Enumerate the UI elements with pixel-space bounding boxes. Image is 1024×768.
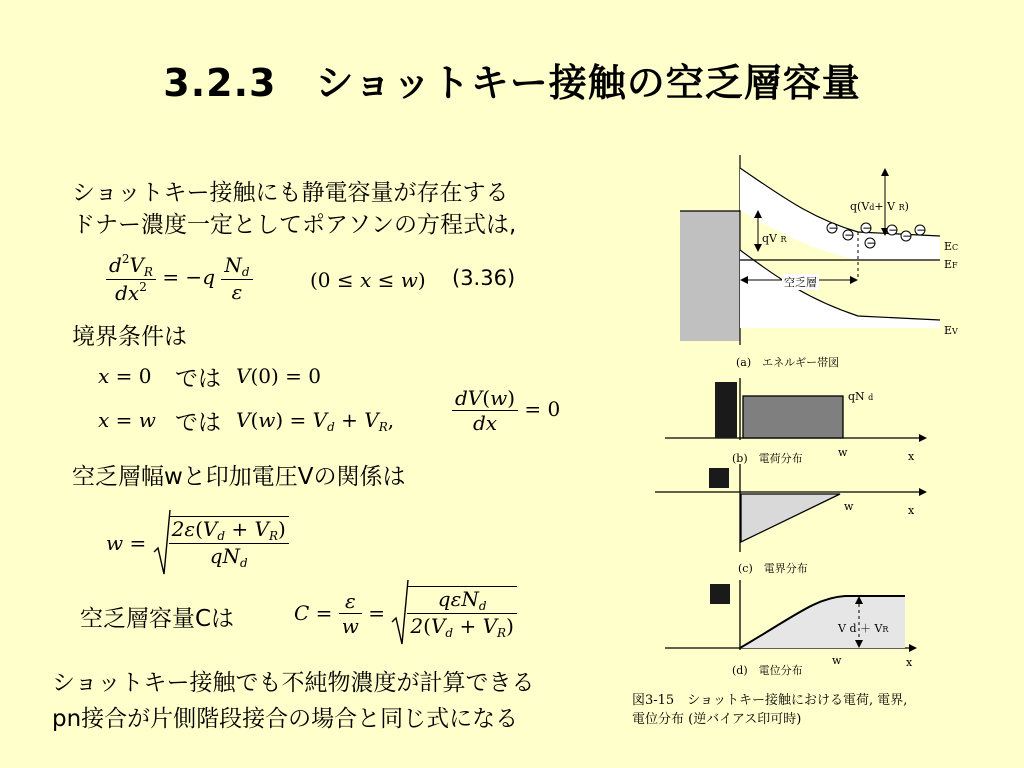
label-ef: EF <box>944 258 958 271</box>
boundary-heading: 境界条件は <box>72 324 187 350</box>
label-w-d: w <box>832 654 842 667</box>
band-gap-lower <box>740 250 940 328</box>
svg-text:−: − <box>902 229 913 243</box>
equation-number: (3.36) <box>452 266 516 290</box>
field-triangle <box>741 494 840 542</box>
conclusion-line-2: pn接合が片側階段接合の場合と同じ式になる <box>52 706 519 732</box>
caption-b: (b) 電荷分布 <box>732 452 803 465</box>
width-formula: w = $\frac{2\varepsilon(V_d + V_R)}{qN_d}$ <box>106 508 289 578</box>
caption-c: (c) 電界分布 <box>738 562 808 575</box>
boundary-xw: x = w <box>98 408 156 432</box>
svg-text:−: − <box>866 236 877 250</box>
boundary-v0: V(0) = 0 <box>236 364 321 388</box>
label-vd-vr: V d ＋ VR <box>838 622 889 635</box>
svg-text:−: − <box>828 221 839 235</box>
boundary-vw: $V(w) = V_d + V_R$, <box>236 408 395 434</box>
label-x-c: x <box>908 504 915 517</box>
svg-text:−: − <box>862 221 873 235</box>
dewa-2: では <box>175 410 221 436</box>
label-x-b: x <box>908 450 915 463</box>
figure-caption-1: 図3-15 ショットキー接触における電荷, 電界, <box>632 693 908 708</box>
potential-distribution <box>665 578 925 658</box>
label-ev: EV <box>944 324 958 337</box>
svg-text:−: − <box>844 228 855 242</box>
potential-marker <box>710 584 730 604</box>
domain-condition: (0 ≤ x ≤ w) <box>310 268 426 292</box>
metal-region <box>680 211 740 341</box>
intro-line-1: ショットキー接触にも静電容量が存在する <box>72 180 509 206</box>
band-gap-upper <box>740 168 940 260</box>
conclusion-line-1: ショットキー接触でも不純物濃度が計算できる <box>52 670 535 696</box>
label-depletion: 空乏層 <box>784 276 817 289</box>
capacitance-heading: 空乏層容量Cは <box>80 606 235 632</box>
caption-a: (a) エネルギー帯図 <box>736 356 840 369</box>
label-barrier: q(Vd+ V R) <box>850 200 909 213</box>
svg-text:−: − <box>916 223 927 237</box>
caption-d: (d) 電位分布 <box>732 664 803 677</box>
field-marker <box>709 468 729 488</box>
figure-caption-2: 電位分布 (逆バイアス印可時) <box>632 712 802 727</box>
label-x-d: x <box>906 656 913 669</box>
intro-line-2: ドナー濃度一定としてポアソンの方程式は, <box>72 212 517 238</box>
label-w-b: w <box>838 446 848 459</box>
label-ec: EC <box>944 240 959 253</box>
capacitance-formula: C = $\frac{\varepsilon}{w}$ = $\frac{q\varepsilon N_d}{2(V_d + V_R)}$ <box>294 578 517 648</box>
svg-text:−: − <box>888 223 899 237</box>
poisson-equation: $\frac{d^2V_R}{dx^2}$ = −q $\frac{N_d}{\varepsilon}$ <box>106 252 253 305</box>
donor-charge <box>743 396 843 438</box>
boundary-x0: x = 0 <box>98 364 152 388</box>
energy-band-diagram <box>670 150 980 375</box>
metal-surface-charge <box>715 382 737 438</box>
field-distribution <box>655 462 935 554</box>
label-w-c: w <box>844 500 854 513</box>
slide-title: 3.2.3 ショットキー接触の空乏層容量 <box>163 61 861 105</box>
width-relation-heading: 空乏層幅wと印加電圧Vの関係は <box>72 464 406 490</box>
dewa-1: では <box>175 366 221 392</box>
boundary-dvdx: $\frac{dV(w)}{dx}$ = 0 <box>452 386 560 435</box>
charge-distribution <box>665 378 935 448</box>
label-qnd: qN d <box>848 390 874 403</box>
label-qvr: qV R <box>762 232 787 245</box>
